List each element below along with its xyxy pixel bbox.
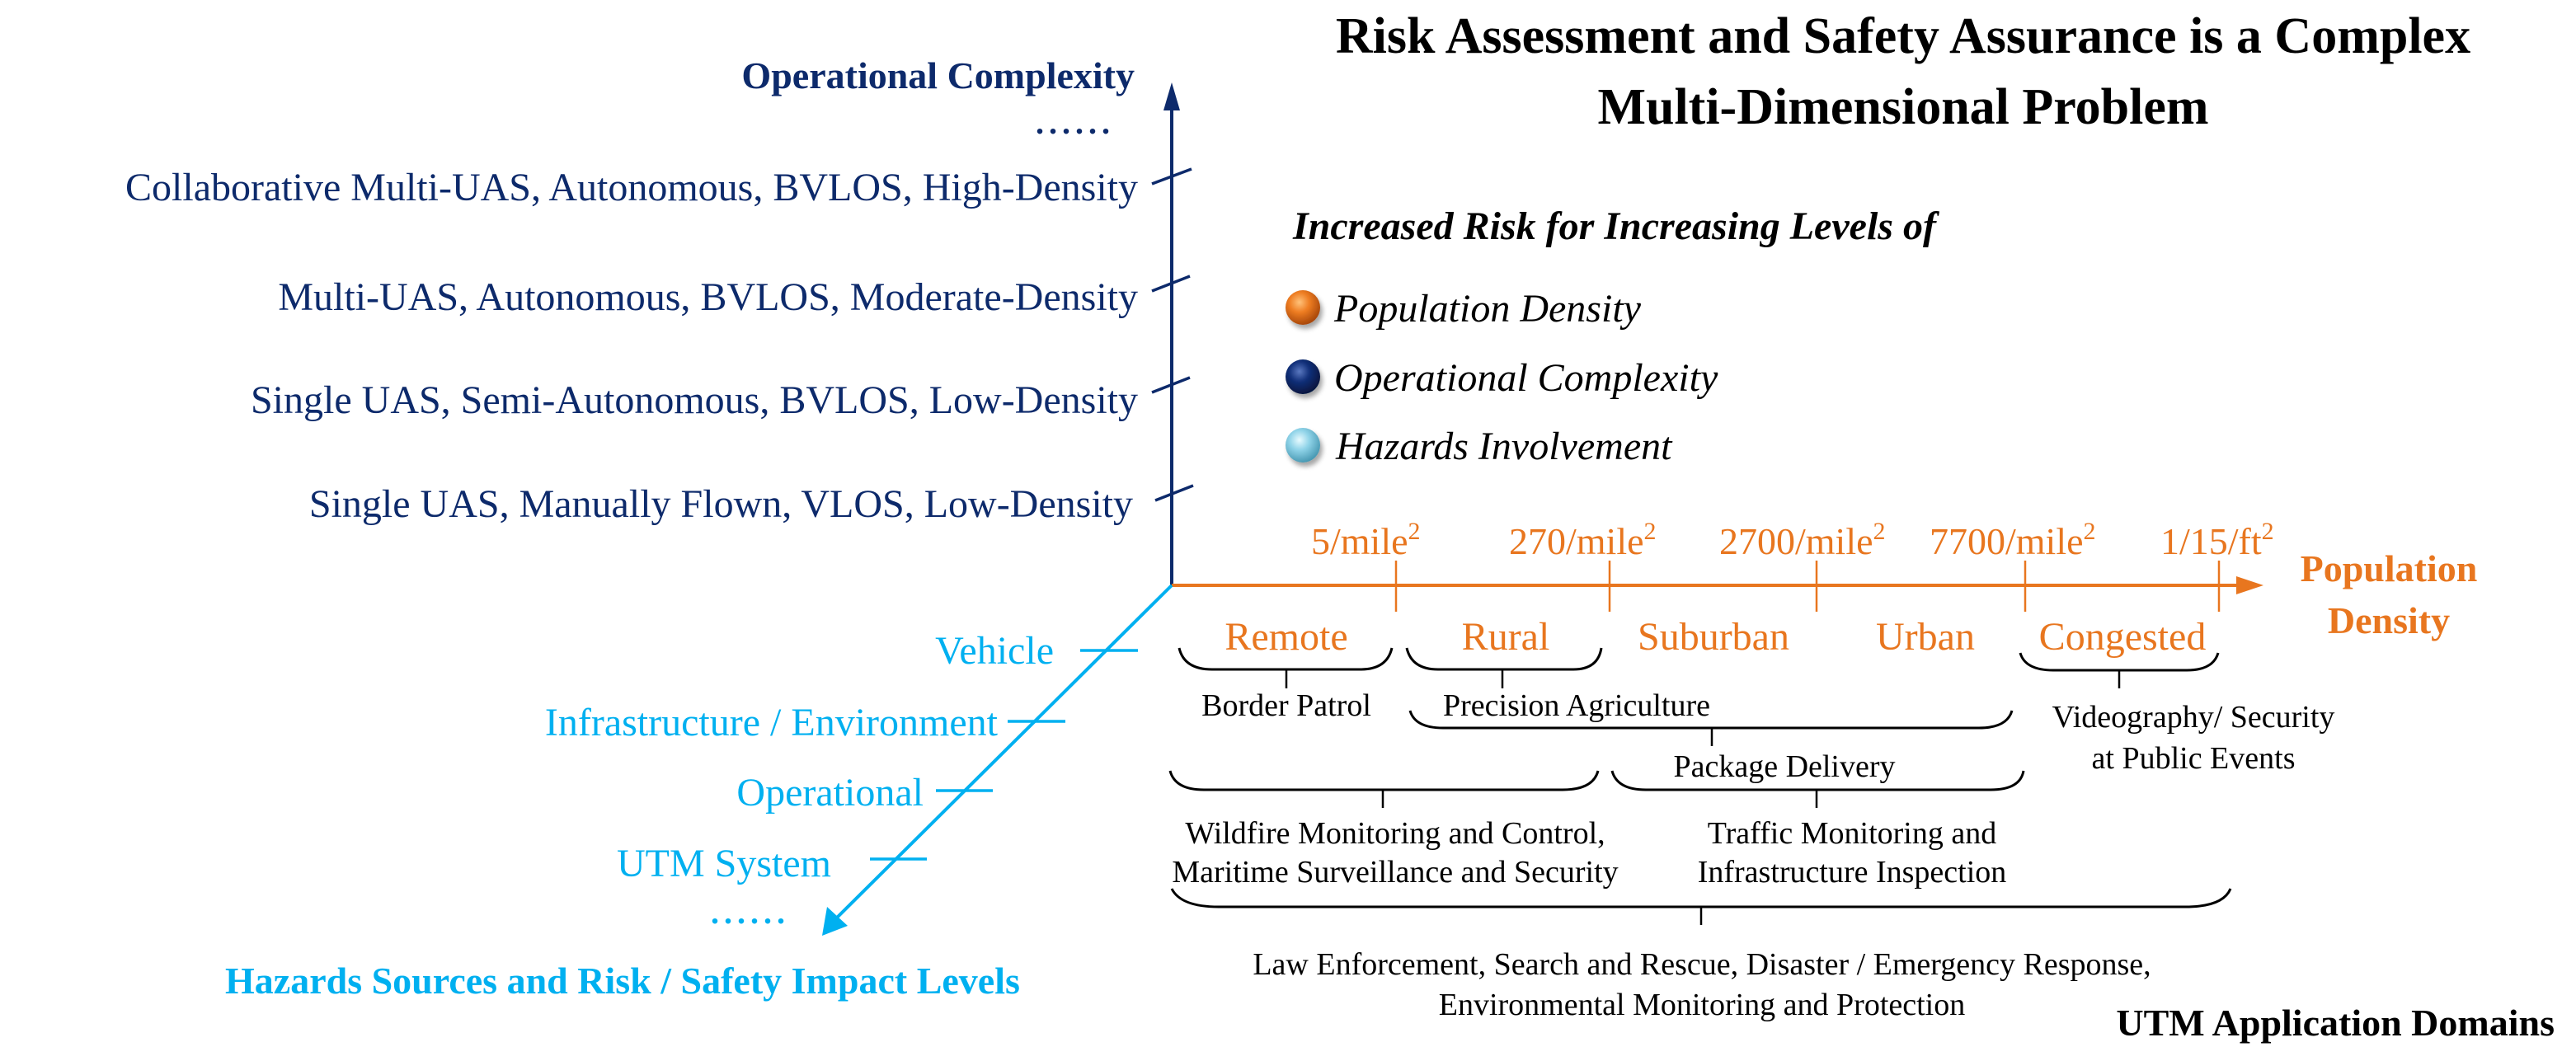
app-videography-line1: Videography/ Security (2052, 700, 2335, 735)
hazards-axis-title: Hazards Sources and Risk / Safety Impact Levels (225, 960, 1020, 1002)
threshold-4: 7700/mile$^2$ (1930, 518, 2096, 562)
app-wildfire-line2: Maritime Surveillance and Security (1172, 855, 1619, 890)
app-package-delivery: Package Delivery (1673, 749, 1896, 784)
app-wildfire-line1: Wildfire Monitoring and Control, (1185, 816, 1605, 851)
hazards-axis (225, 585, 1172, 1002)
threshold-1: 5/mile$^2$ (1311, 518, 1421, 562)
legend-heading: Increased Risk for Increasing Levels of (1293, 204, 1936, 248)
operational-level-1: Single UAS, Manually Flown, VLOS, Low-Density (308, 482, 1133, 526)
operational-level-4: Collaborative Multi-UAS, Autonomous, BVLOS, High-Density (125, 166, 1138, 209)
brace-wildfire (1170, 771, 1598, 790)
arrow-right-icon (2236, 576, 2263, 594)
region-congested: Congested (2038, 615, 2207, 659)
population-axis (1172, 518, 2477, 659)
app-border-patrol: Border Patrol (1201, 688, 1371, 723)
hazard-level-infrastructure: Infrastructure / Environment (544, 701, 998, 744)
hazards-ellipsis: ...... (711, 894, 790, 931)
arrow-up-icon (1163, 82, 1180, 110)
app-law-line2: Environmental Monitoring and Protection (1438, 988, 1966, 1022)
app-traffic-line1: Traffic Monitoring and (1707, 816, 1997, 851)
legend-item-operational: Operational Complexity (1334, 356, 1718, 400)
operational-axis (125, 54, 1193, 585)
region-urban: Urban (1876, 615, 1975, 659)
threshold-3: 2700/mile$^2$ (1719, 518, 1886, 562)
legend (1286, 204, 1939, 468)
navy-sphere-icon (1286, 359, 1320, 394)
orange-sphere-icon (1286, 290, 1320, 325)
operational-level-2: Single UAS, Semi-Autonomous, BVLOS, Low-Density (250, 378, 1138, 422)
operational-ellipsis: ...... (1036, 104, 1115, 141)
legend-item-population: Population Density (1334, 287, 1641, 331)
page-title (1336, 8, 2470, 135)
hazard-level-vehicle: Vehicle (935, 629, 1054, 673)
hazard-level-operational: Operational (736, 771, 924, 815)
hazard-level-utm-system: UTM System (616, 842, 831, 885)
operational-level-3: Multi-UAS, Autonomous, BVLOS, Moderate-Density (278, 275, 1138, 319)
operational-tick (1155, 486, 1193, 500)
app-precision-agriculture: Precision Agriculture (1443, 688, 1710, 723)
population-axis-title-line1: Population (2300, 547, 2478, 589)
brace-all-domains (1172, 889, 2230, 907)
lightblue-sphere-icon (1286, 428, 1320, 462)
application-labels (1172, 688, 2555, 1044)
region-suburban: Suburban (1638, 615, 1789, 659)
region-remote: Remote (1225, 615, 1348, 659)
threshold-2: 270/mile$^2$ (1509, 518, 1657, 562)
app-law-line1: Law Enforcement, Search and Rescue, Disaster / Emergency Response, (1253, 947, 2151, 982)
operational-axis-title: Operational Complexity (741, 54, 1135, 96)
region-rural: Rural (1461, 615, 1550, 659)
population-axis-title-line2: Density (2327, 599, 2451, 641)
app-traffic-line2: Infrastructure Inspection (1697, 855, 2007, 890)
threshold-5: $1/15/ft^2$ (2160, 518, 2274, 562)
title-line-1: Risk Assessment and Safety Assurance is a Complex (1335, 8, 2471, 64)
app-videography-line2: at Public Events (2091, 741, 2296, 776)
title-line-2: Multi-Dimensional Problem (1597, 79, 2209, 135)
applications-title: UTM Application Domains (2116, 1002, 2555, 1044)
legend-item-hazards: Hazards Involvement (1336, 425, 1672, 468)
